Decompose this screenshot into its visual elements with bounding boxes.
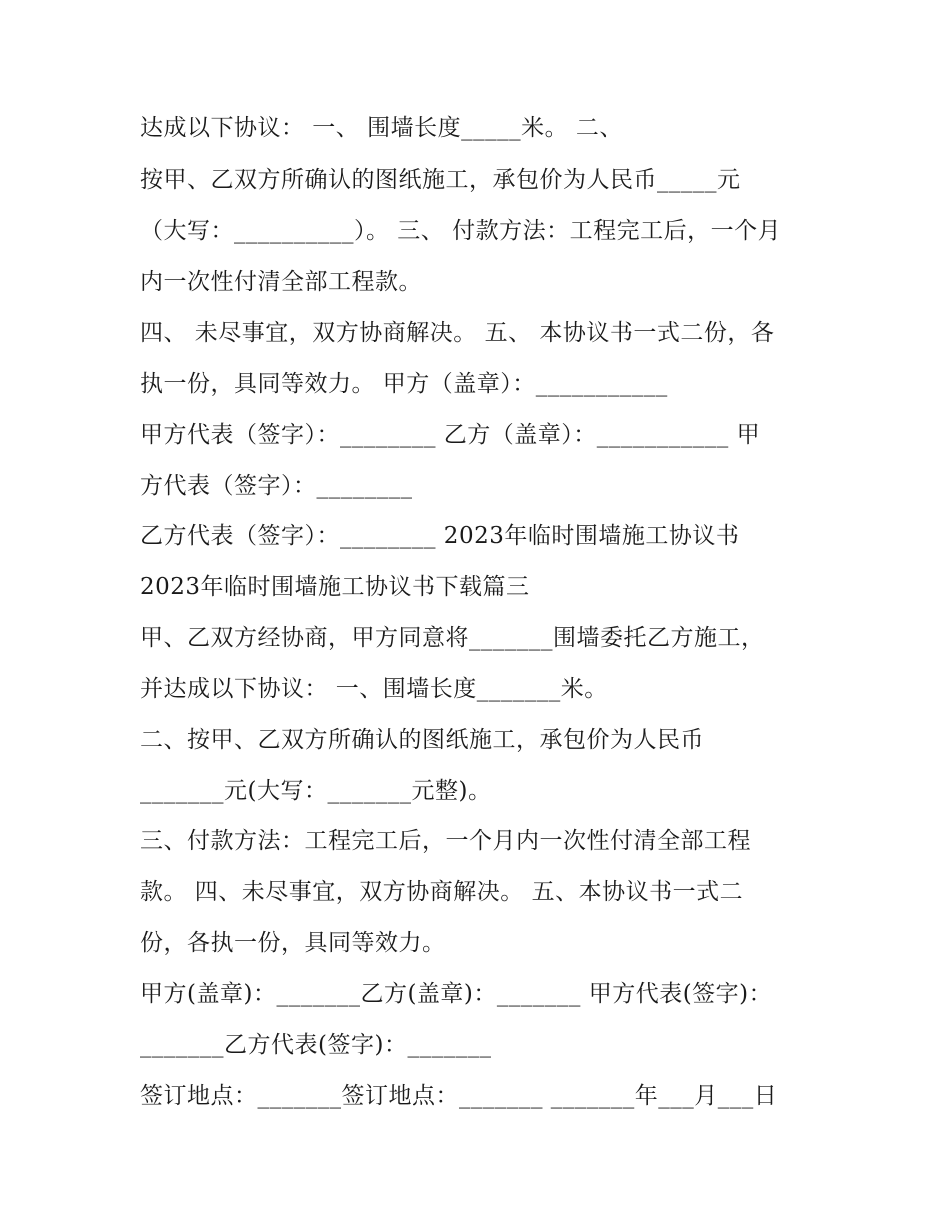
text-line: 二、按甲、乙双方所确认的图纸施工，承包价为人民币 [140, 727, 704, 753]
text-line: 款。 四、未尽事宜，双方协商解决。 五、本协议书一式二 [140, 879, 744, 905]
text-line: 三、付款方法：工程完工后，一个月内一次性付清全部工程 [140, 828, 751, 854]
text-line: _______乙方代表(签字)：_______ [140, 1032, 492, 1058]
text-line: 份，各执一份，具同等效力。 [140, 930, 446, 956]
text-line: 甲方(盖章)：_______乙方(盖章)：_______ 甲方代表(签字)： [140, 981, 773, 1007]
section-heading: 2023年临时围墙施工协议书下载篇三 [140, 574, 530, 600]
text-line: 甲、乙双方经协商，甲方同意将_______围墙委托乙方施工， [140, 625, 765, 651]
text-line: 甲方代表（签字）：________ 乙方（盖章）：___________ 甲 [140, 422, 761, 448]
text-line: 按甲、乙双方所确认的图纸施工，承包价为人民币_____元 [140, 167, 741, 193]
text-line: 方代表（签字）：________ [140, 473, 413, 499]
text-line: 执一份，具同等效力。 甲方（盖章）：___________ [140, 371, 668, 397]
text-line: _______元(大写：_______元整)。 [140, 778, 492, 804]
text-line: （大写：__________）。 三、 付款方法：工程完工后，一个月 [140, 218, 782, 244]
text-line: 内一次性付清全部工程款。 [140, 269, 422, 295]
text-line: 并达成以下协议： 一、围墙长度_______米。 [140, 676, 608, 702]
text-line: 达成以下协议： 一、 围墙长度_____米。 二、 [140, 115, 623, 141]
text-line: 签订地点：_______签订地点：_______ _______年___月___日 [140, 1083, 778, 1109]
text-line: 乙方代表（签字）：________ 2023年临时围墙施工协议书 [140, 523, 740, 549]
text-line: 四、 未尽事宜，双方协商解决。 五、 本协议书一式二份，各 [140, 320, 775, 346]
